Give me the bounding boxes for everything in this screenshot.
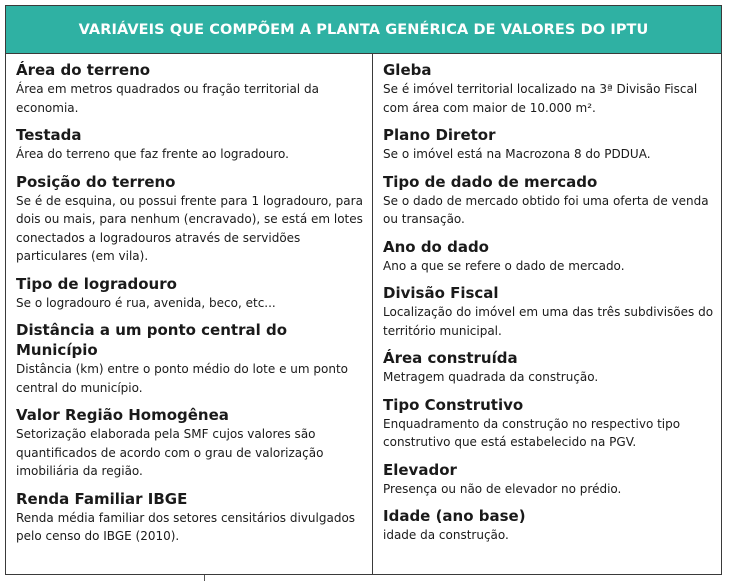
variable-ano-dado [383,237,718,276]
variable-distancia-centro [16,320,366,397]
variable-title: Renda Familiar IBGE [16,489,188,508]
variable-description: Se é de esquina, ou possui frente para 1 logradouro, para dois ou mais, para nenhum (encravado), se está em lotes conectados a logradouros através de servidões particulares (em vila). [16,193,363,263]
variable-title: Área construída [383,349,518,367]
variable-area-construida [383,348,718,387]
variable-title: Gleba [383,61,432,79]
variable-title: Ano do dado [383,237,489,256]
variable-description: Área do terreno que faz frente ao logradouro. [16,147,289,161]
variable-tipo-construtivo [383,395,718,452]
variable-title: Posição do terreno [16,172,176,191]
variable-title: Área do terreno [16,61,151,79]
variable-description: Setorização elaborada pela SMF cujos valores são quantificados de acordo com o grau de valorização imobiliária da região. [16,427,324,478]
bottom-tick-mark [204,575,205,581]
variable-title: Valor Região Homogênea [16,406,229,424]
table-title: VARIÁVEIS QUE COMPÕEM A PLANTA GENÉRICA DE VALORES DO IPTU [78,21,649,38]
variables-table [5,5,722,575]
variable-tipo-dado-mercado [383,172,718,229]
variable-description: Se o logradouro é rua, avenida, beco, etc... [16,295,276,310]
variable-title: Elevador [383,460,457,479]
variable-description: Presença ou não de elevador no prédio. [383,481,622,496]
variable-title: Plano Diretor [383,126,496,144]
variable-description: Se o imóvel está na Macrozona 8 do PDDUA. [383,147,651,161]
variable-description: Distância (km) entre o ponto médio do lote e um ponto central do município. [16,362,348,395]
variable-description: idade da construção. [383,528,509,542]
variable-posicao-terreno [16,172,366,266]
variable-description: Se é imóvel territorial localizado na 3ª Divisão Fiscal com área com maior de 10.000 m². [383,82,698,115]
variable-valor-regiao [16,405,366,481]
variable-idade [383,506,718,545]
variable-title: Tipo Construtivo [383,395,524,414]
right-column [383,60,718,553]
column-divider [372,54,373,574]
variable-title: Idade (ano base) [383,507,526,525]
variable-description: Ano a que se refere o dado de mercado. [383,258,625,273]
variable-divisao-fiscal [383,283,718,340]
variable-title: Testada [16,126,82,144]
variable-description: Área em metros quadrados ou fração territorial da economia. [16,82,319,115]
variable-description: Metragem quadrada da construção. [383,370,599,384]
variable-testada [16,125,366,164]
variable-plano-diretor [383,125,718,164]
variable-title: Distância a um ponto central do Município [16,321,288,359]
variable-tipo-logradouro [16,274,366,313]
variable-description: Enquadramento da construção no respectivo tipo construtivo que está estabelecido na PGV. [383,416,681,449]
variable-title: Tipo de logradouro [16,274,177,293]
variable-description: Se o dado de mercado obtido foi uma oferta de venda ou transação. [383,193,709,226]
variable-renda-familiar [16,489,366,546]
variable-gleba [383,60,718,117]
variable-title: Tipo de dado de mercado [383,172,598,191]
variable-elevador [383,460,718,499]
variable-description: Localização do imóvel em uma das três subdivisões do território municipal. [383,305,714,338]
variable-title: Divisão Fiscal [383,284,499,302]
variable-description: Renda média familiar dos setores censitários divulgados pelo censo do IBGE (2010). [16,510,356,543]
variable-area-terreno [16,60,366,117]
table-header [6,6,721,54]
left-column [16,60,366,554]
